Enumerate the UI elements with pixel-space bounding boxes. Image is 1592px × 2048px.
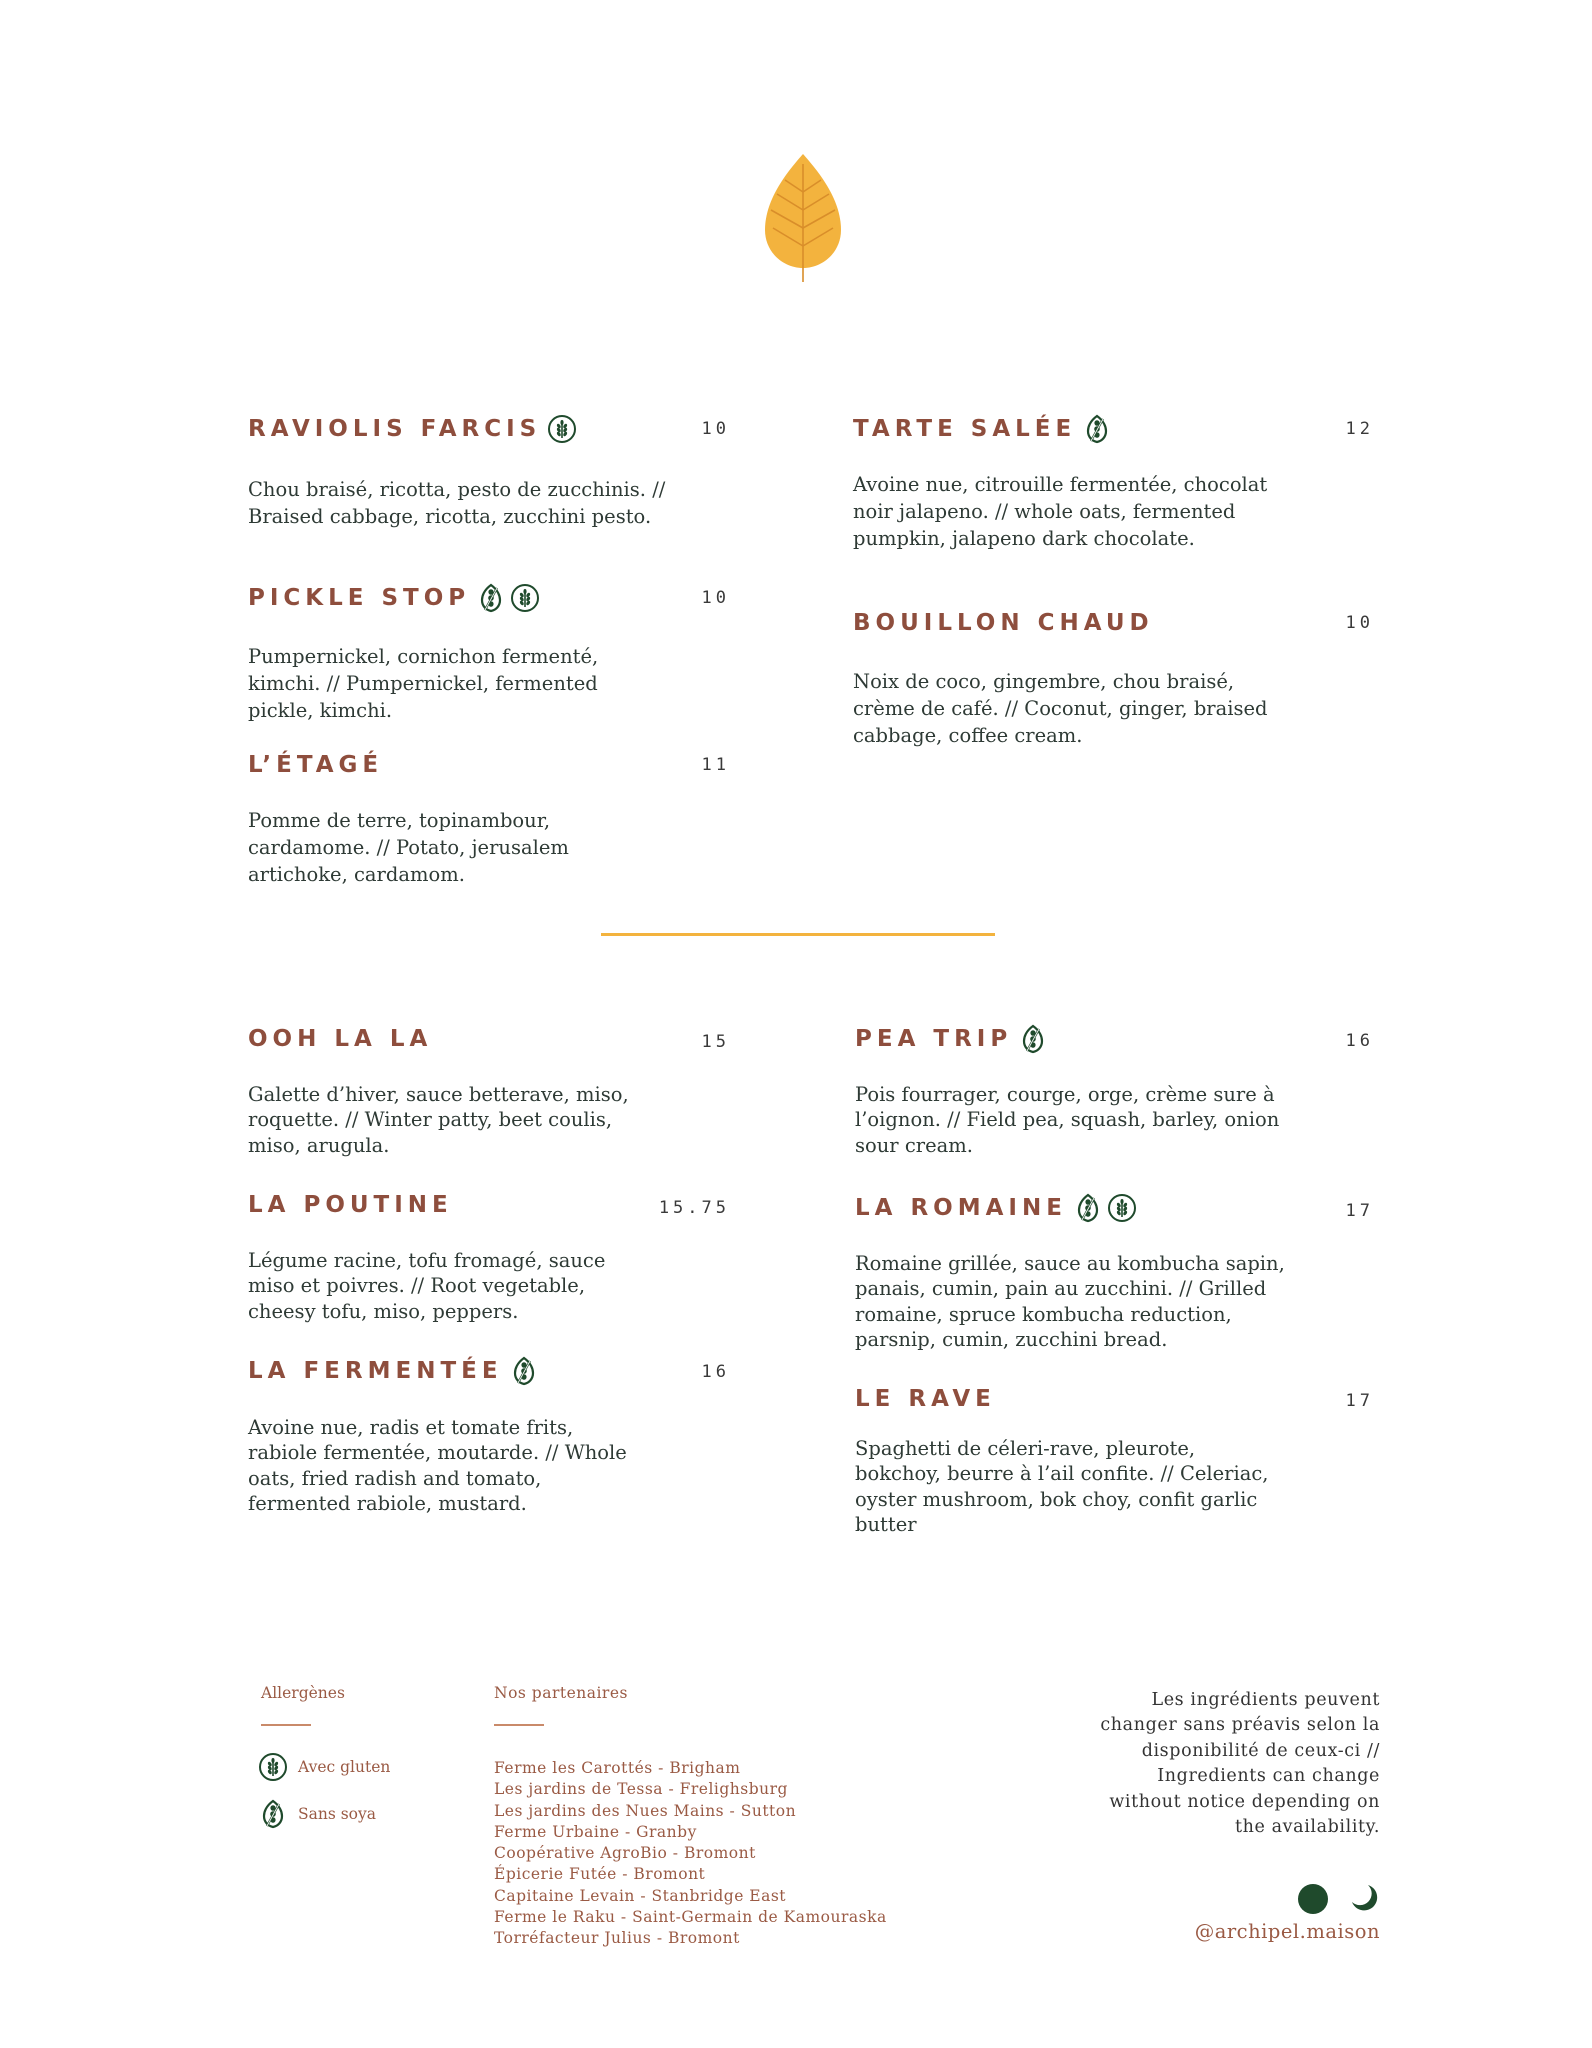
partner-item: Les jardins de Tessa - Frelighsburg <box>494 1780 788 1799</box>
dish-description: Galette d’hiver, sauce betterave, miso, roquette. // Winter patty, beet coulis, miso, arugula. <box>248 1083 629 1157</box>
partner-item: Torréfacteur Julius - Bromont <box>494 1929 740 1948</box>
dish-price: 15 <box>701 1032 730 1052</box>
dish-name: LE RAVE <box>855 1386 996 1412</box>
partner-item: Capitaine Levain - Stanbridge East <box>494 1886 787 1905</box>
dish-price: 16 <box>1345 1031 1374 1051</box>
soy-free-icon <box>1082 414 1112 444</box>
dish-description: Avoine nue, citrouille fermentée, chocolat noir jalapeno. // whole oats, fermented pumpkin, jalapeno dark chocolate. <box>853 473 1268 550</box>
dish-name: L’ÉTAGÉ <box>248 752 384 778</box>
dish-description: Noix de coco, gingembre, chou braisé, crème de café. // Coconut, ginger, braised cabbage, coffee cream. <box>853 670 1268 747</box>
dish-name: LA FERMENTÉE <box>248 1356 539 1386</box>
dish-name: TARTE SALÉE <box>853 414 1112 444</box>
dish-name: PEA TRIP <box>855 1024 1048 1054</box>
dish-price: 10 <box>1345 613 1374 633</box>
gluten-icon <box>1107 1193 1137 1223</box>
dish-description: Légume racine, tofu fromagé, sauce miso et poivres. // Root vegetable, cheesy tofu, miso, peppers. <box>248 1249 606 1323</box>
soy-free-icon <box>1073 1193 1103 1223</box>
partner-item: Ferme les Carottés - Brigham <box>494 1759 741 1777</box>
leaf-icon <box>761 152 845 284</box>
gluten-icon <box>547 414 577 444</box>
section-divider <box>601 933 995 936</box>
allergens-title: Allergènes <box>261 1684 345 1702</box>
allergens-rule <box>261 1724 311 1726</box>
dish-name: LA POUTINE <box>248 1192 453 1218</box>
gluten-icon <box>258 1752 288 1782</box>
partner-item: Épicerie Futée - Bromont <box>494 1865 706 1884</box>
partners-rule <box>494 1724 544 1726</box>
legend-label: Avec gluten <box>298 1758 391 1776</box>
legend-gluten <box>258 1752 390 1782</box>
partner-item: Ferme Urbaine - Granby <box>494 1822 697 1841</box>
dish-name: LA ROMAINE <box>855 1193 1137 1223</box>
dish-price: 11 <box>701 755 730 775</box>
dish-description: Pumpernickel, cornichon fermenté, kimchi. // Pumpernickel, fermented pickle, kimchi. <box>248 645 599 722</box>
dish-price: 10 <box>701 588 730 608</box>
soy-free-icon <box>258 1794 288 1834</box>
partner-item: Coopérative AgroBio - Bromont <box>494 1844 756 1863</box>
soy-free-icon <box>1018 1024 1048 1054</box>
partner-item: Les jardins des Nues Mains - Sutton <box>494 1801 797 1820</box>
dish-description: Romaine grillée, sauce au kombucha sapin, panais, cumin, pain au zucchini. // Grilled romaine, spruce kombucha reduction, parsnip, cumin, zucchini bread. <box>855 1252 1285 1352</box>
dish-name: RAVIOLIS FARCIS <box>248 414 577 444</box>
partner-item: Ferme le Raku - Saint-Germain de Kamouraska <box>494 1908 887 1927</box>
partners-list <box>494 1758 887 1950</box>
soy-free-icon <box>476 583 506 613</box>
dish-price: 16 <box>701 1362 730 1382</box>
legend-label: Sans soya <box>298 1805 377 1823</box>
partners-title: Nos partenaires <box>494 1684 628 1702</box>
dish-price: 17 <box>1345 1391 1374 1411</box>
dish-description: Spaghetti de céleri-rave, pleurote, bokchoy, beurre à l’ail confite. // Celeriac, oyster mushroom, bok choy, confit garlic butter <box>855 1437 1269 1537</box>
dish-description: Pois fourrager, courge, orge, crème sure à l’oignon. // Field pea, squash, barley, onion sour cream. <box>855 1083 1280 1157</box>
dish-name: PICKLE STOP <box>248 583 540 613</box>
instagram-handle: @archipel.maison <box>1194 1920 1380 1943</box>
dish-name: OOH LA LA <box>248 1026 433 1052</box>
dish-price: 12 <box>1345 419 1374 439</box>
full-circle-icon <box>1298 1884 1328 1914</box>
legend-soy <box>258 1794 376 1834</box>
dish-price: 10 <box>701 419 730 439</box>
availability-note: Les ingrédients peuvent changer sans préavis selon la disponibilité de ceux-ci // Ingredients can change without notice depending on the availability. <box>1100 1690 1380 1838</box>
dish-description: Pomme de terre, topinambour, cardamome. // Potato, jerusalem artichoke, cardamom. <box>248 809 569 886</box>
dish-price: 17 <box>1345 1201 1374 1221</box>
dish-price: 15.75 <box>658 1198 730 1218</box>
soy-free-icon <box>509 1356 539 1386</box>
dish-name: BOUILLON CHAUD <box>853 610 1154 636</box>
dish-description: Avoine nue, radis et tomate frits, rabiole fermentée, moutarde. // Whole oats, fried radish and tomato, fermented rabiole, mustard. <box>248 1416 627 1516</box>
crescent-moon-icon <box>1348 1882 1378 1912</box>
gluten-icon <box>510 583 540 613</box>
dish-description: Chou braisé, ricotta, pesto de zucchinis. // Braised cabbage, ricotta, zucchini pesto. <box>248 478 666 528</box>
